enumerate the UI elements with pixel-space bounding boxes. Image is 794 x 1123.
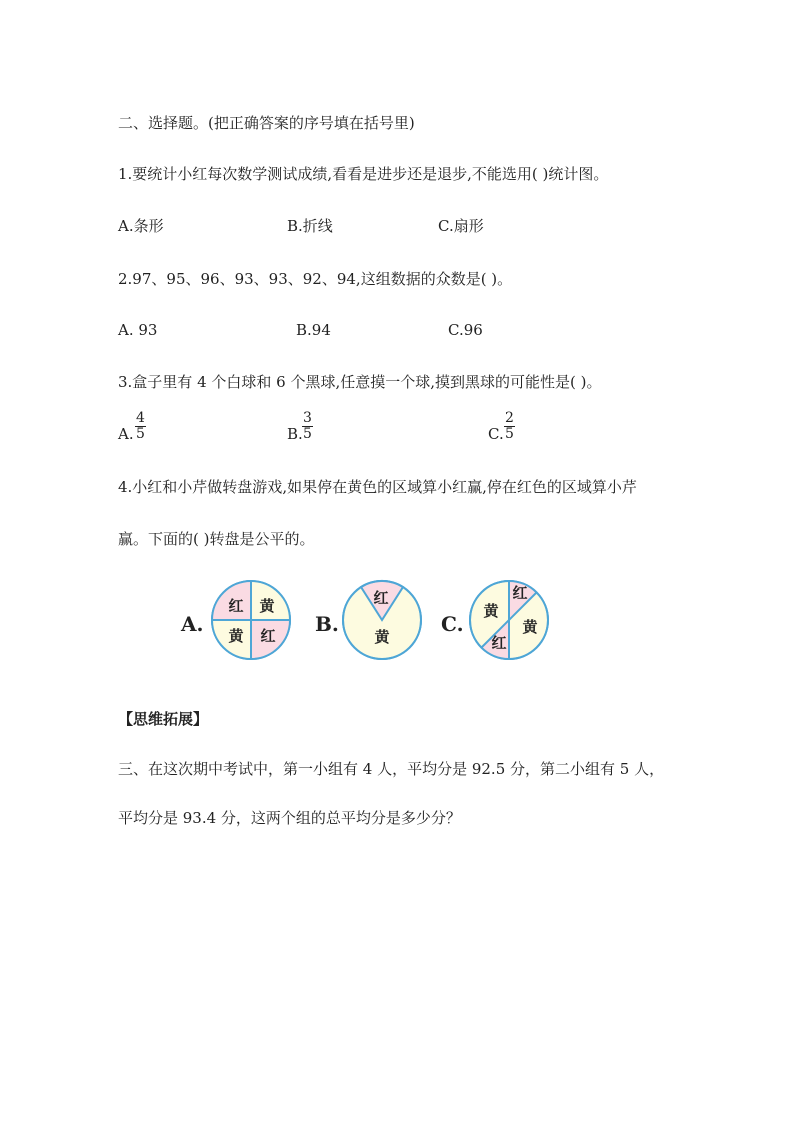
spinner-a-yellow-label-2: 黄 bbox=[228, 627, 244, 645]
spinner-c bbox=[470, 581, 548, 659]
spinner-c-yellow-label-2: 黄 bbox=[522, 618, 538, 636]
fraction-numerator: 4 bbox=[136, 410, 145, 426]
question-1: 1.要统计小红每次数学测试成绩,看看是进步还是退步,不能选用( )统计图。 bbox=[118, 165, 609, 183]
section3-problem-line-1: 三、在这次期中考试中，第一小组有 4 人，平均分是 92.5 分，第二小组有 5 人， bbox=[118, 760, 665, 778]
spinner-c-yellow-label-1: 黄 bbox=[483, 602, 499, 620]
spinner-b-yellow-label: 黄 bbox=[374, 628, 390, 646]
q1-option-b: B.折线 bbox=[287, 217, 333, 235]
question-4-line-1: 4.小红和小芹做转盘游戏,如果停在黄色的区域算小红赢,停在红色的区域算小芹 bbox=[118, 478, 637, 496]
q2-option-c: C.96 bbox=[448, 321, 483, 339]
section3-problem-line-2: 平均分是 93.4 分，这两个组的总平均分是多少分？ bbox=[118, 809, 461, 827]
q3-option-c-label: C. bbox=[488, 425, 504, 443]
fraction-denominator: 5 bbox=[505, 426, 514, 442]
spinner-c-red-label-1: 红 bbox=[512, 584, 528, 602]
q3-option-b-fraction bbox=[302, 411, 313, 442]
q3-option-c-fraction bbox=[504, 411, 515, 442]
question-2: 2.97、95、96、93、93、92、94,这组数据的众数是( )。 bbox=[118, 270, 513, 288]
q1-option-c: C.扇形 bbox=[438, 217, 484, 235]
spinner-b-red-label: 红 bbox=[373, 589, 389, 607]
fraction-denominator: 5 bbox=[303, 426, 312, 442]
spinner-b-label: B. bbox=[315, 612, 339, 636]
spinner-a-red-label-1: 红 bbox=[228, 597, 244, 615]
fraction-numerator: 2 bbox=[505, 410, 514, 426]
spinner-figure bbox=[0, 578, 794, 668]
section3-heading: 【思维拓展】 bbox=[118, 710, 209, 728]
q3-option-b-label: B. bbox=[287, 425, 303, 443]
spinner-a-label: A. bbox=[181, 612, 204, 636]
spinner-c-label: C. bbox=[441, 612, 464, 636]
section2-title: 二、选择题。(把正确答案的序号填在括号里) bbox=[118, 114, 415, 132]
fraction-numerator: 3 bbox=[303, 410, 312, 426]
q3-option-a-fraction bbox=[135, 411, 146, 442]
question-3: 3.盒子里有 4 个白球和 6 个黑球,任意摸一个球,摸到黑球的可能性是( )。 bbox=[118, 373, 602, 391]
spinner-b bbox=[343, 581, 421, 659]
q1-option-a: A.条形 bbox=[118, 217, 164, 235]
spinner-a-red-label-2: 红 bbox=[260, 627, 276, 645]
spinner-a-yellow-label-1: 黄 bbox=[259, 597, 275, 615]
q3-option-a-label: A. bbox=[118, 425, 134, 443]
q2-option-b: B.94 bbox=[296, 321, 331, 339]
fraction-denominator: 5 bbox=[136, 426, 145, 442]
spinner-c-red-label-2: 红 bbox=[491, 634, 507, 652]
question-4-line-2: 赢。下面的( )转盘是公平的。 bbox=[118, 530, 315, 548]
q2-option-a: A. 93 bbox=[118, 321, 158, 339]
spinner-a bbox=[212, 581, 290, 659]
